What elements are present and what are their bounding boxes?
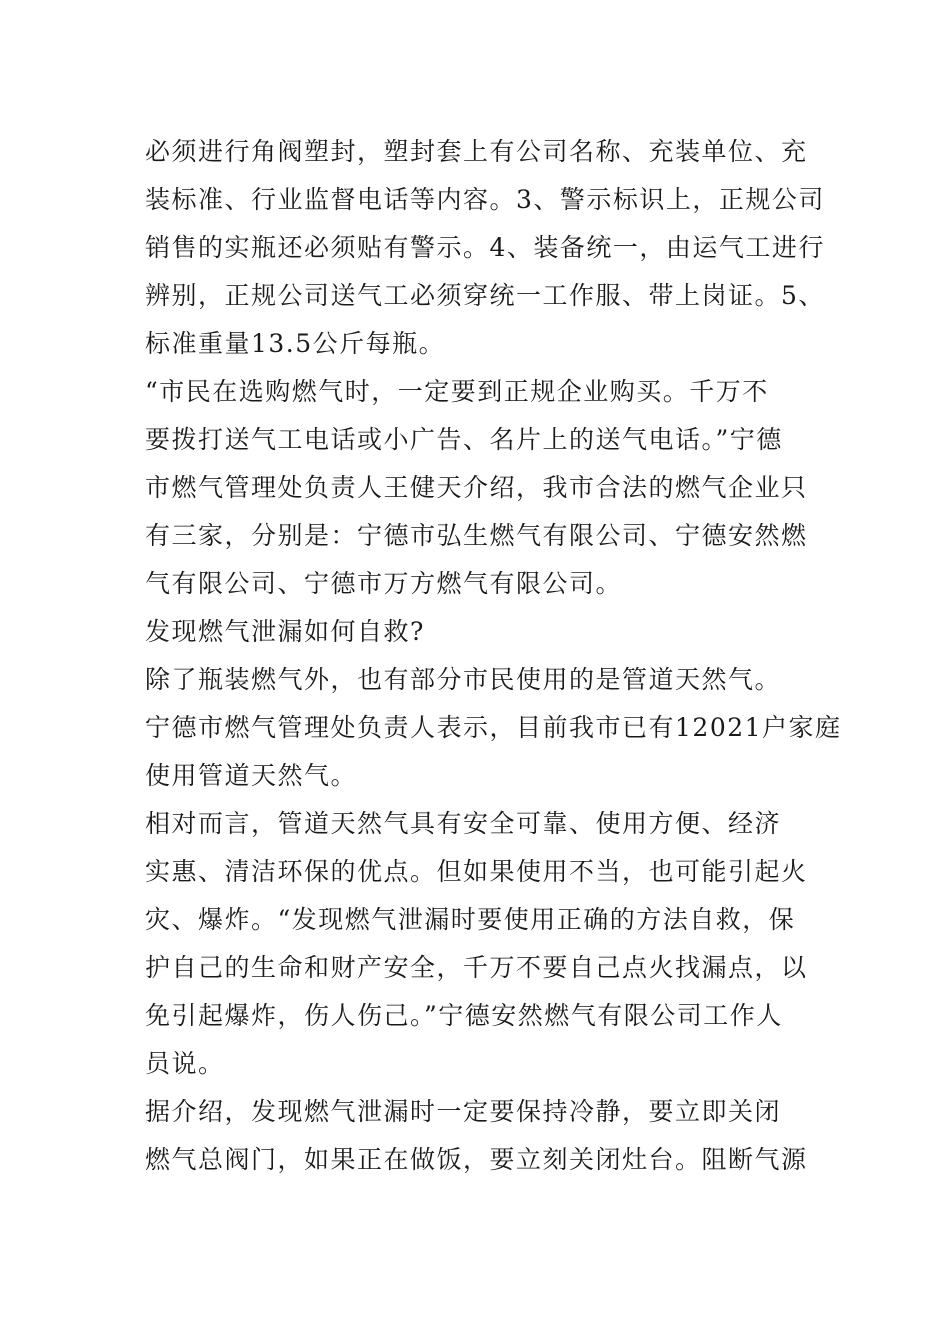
text-line: 免引起爆炸，伤人伤己。”宁德安然燃气有限公司工作人 bbox=[145, 1001, 783, 1030]
text-line: 据介绍，发现燃气泄漏时一定要保持冷静，要立即关闭 bbox=[145, 1097, 782, 1126]
text-line: 使用管道天然气。 bbox=[145, 761, 358, 790]
text-line: 员说。 bbox=[145, 1049, 225, 1078]
paragraph-pipeline-gas-users bbox=[145, 656, 842, 800]
paragraph-pipeline-gas-safety bbox=[145, 800, 810, 1088]
text-line: 气有限公司、宁德市万方燃气有限公司。 bbox=[145, 569, 623, 598]
text-line: 有三家，分别是：宁德市弘生燃气有限公司、宁德安然燃 bbox=[145, 521, 808, 550]
text-line: 发现燃气泄漏如何自救? bbox=[145, 617, 425, 646]
text-line: 除了瓶装燃气外，也有部分市民使用的是管道天然气。 bbox=[145, 665, 782, 694]
text-line: 装标准、行业监督电话等内容。3、警示标识上，正规公司 bbox=[145, 185, 825, 214]
text-line: 标准重量13.5公斤每瓶。 bbox=[145, 329, 446, 358]
text-line: 灾、爆炸。“发现燃气泄漏时要使用正确的方法自救，保 bbox=[145, 905, 796, 934]
text-line: “市民在选购燃气时，一定要到正规企业购买。千万不 bbox=[145, 377, 769, 406]
text-line: 相对而言，管道天然气具有安全可靠、使用方便、经济 bbox=[145, 809, 782, 838]
paragraph-leak-response-steps bbox=[145, 1088, 810, 1184]
text-line: 实惠、清洁环保的优点。但如果使用不当，也可能引起火 bbox=[145, 857, 808, 886]
paragraph-buy-from-legal-companies bbox=[145, 368, 810, 608]
text-line: 燃气总阀门，如果正在做饭，要立刻关闭灶台。阻断气源 bbox=[145, 1145, 808, 1174]
text-line: 市燃气管理处负责人王健天介绍，我市合法的燃气企业只 bbox=[145, 473, 808, 502]
paragraph-gas-cylinder-standards bbox=[145, 128, 825, 368]
text-line: 宁德市燃气管理处负责人表示，目前我市已有12021户家庭 bbox=[145, 713, 842, 742]
text-line: 要拨打送气工电话或小广告、名片上的送气电话。”宁德 bbox=[145, 425, 783, 454]
text-line: 销售的实瓶还必须贴有警示。4、装备统一，由运气工进行 bbox=[145, 233, 825, 262]
text-line: 护自己的生命和财产安全，千万不要自己点火找漏点，以 bbox=[145, 953, 808, 982]
document-body bbox=[145, 128, 842, 1184]
text-line: 必须进行角阀塑封，塑封套上有公司名称、充装单位、充 bbox=[145, 137, 808, 166]
section-heading-gas-leak bbox=[145, 608, 810, 656]
text-line: 辨别，正规公司送气工必须穿统一工作服、带上岗证。5、 bbox=[145, 281, 825, 310]
